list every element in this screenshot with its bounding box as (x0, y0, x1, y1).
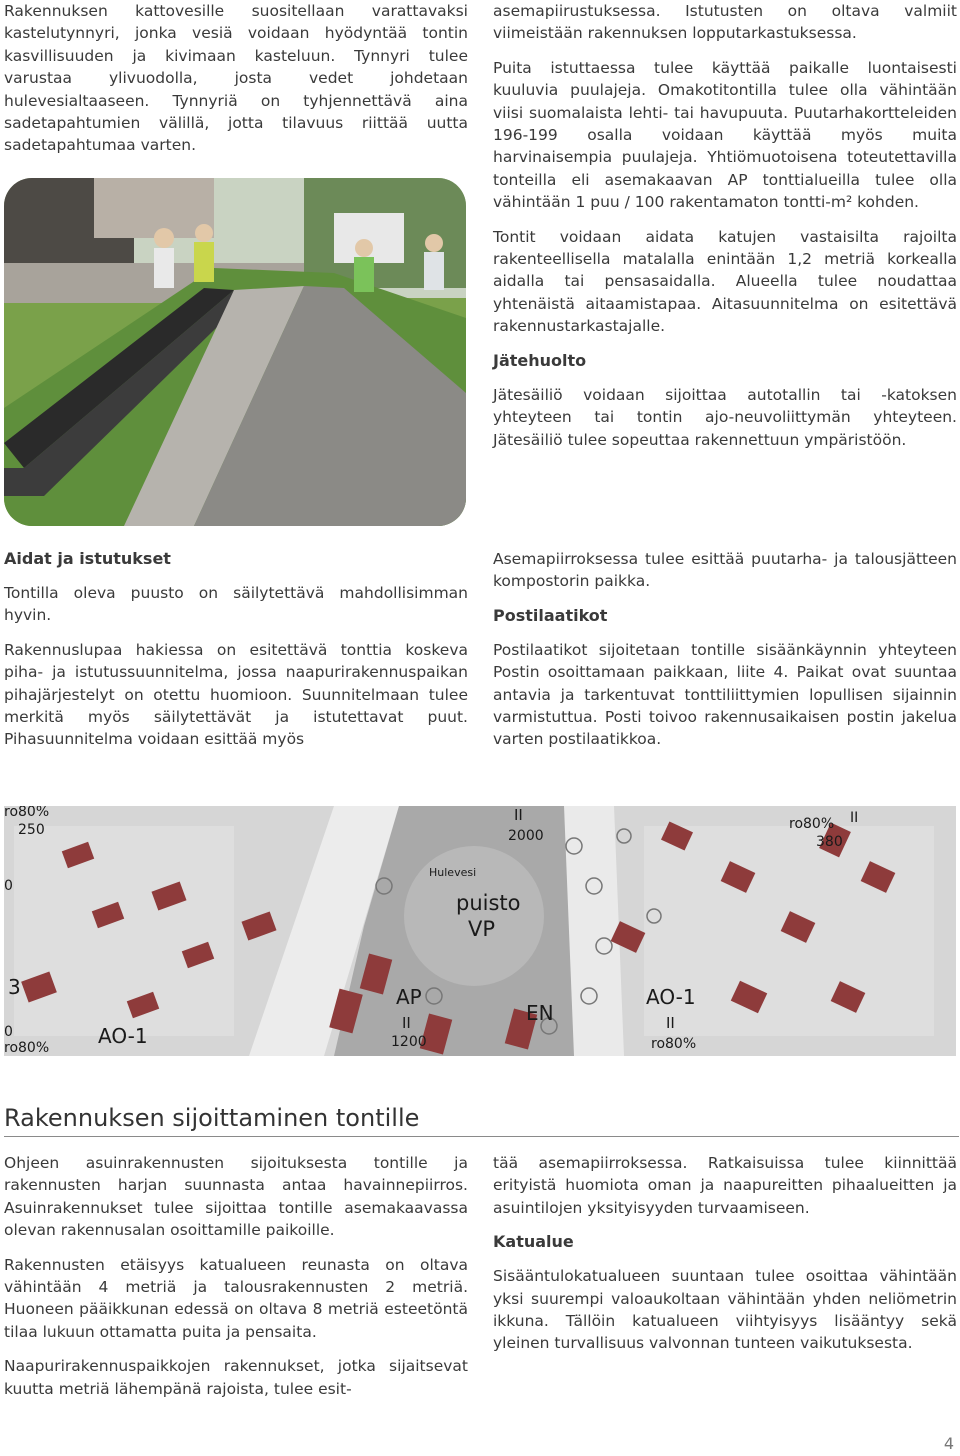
paragraph-yard-plan: Rakennuslupaa hakiessa on esitettävä tonttia koskeva piha- ja istutussuunnitelma, jossa naapurirakennuspaikan pihajärjestelyt on otettu huomioon. Suunnitelmaan tulee merkitä myös säilytettävät ja istutettavat puut. Pihasuunnitelma voidaan esittää myös (4, 640, 468, 749)
bottom-right-column (493, 1152, 957, 1367)
map-label-ro80-d: ro80% (651, 1036, 697, 1052)
heading-postilaatikot: Postilaatikot (493, 605, 608, 625)
photo-illustration (4, 178, 466, 526)
section-title: Rakennuksen sijoittaminen tontille (4, 1103, 959, 1137)
heading-katualue: Katualue (493, 1232, 574, 1252)
paragraph-street-window: Sisääntulokatualueen suuntaan tulee osoittaa vähintään yksi suurempi valoaukoltaan vähintään yhden neliömetrin ikkuna. Tällöin katualueen viihtyisyys lisääntyy sekä yleinen turvallisuus valvonnan tunteen vaikutuksesta. (493, 1267, 957, 1353)
paragraph-privacy: tää asemapiirroksessa. Ratkaisuissa tulee kiinnittää erityistä huomiota oman ja naapureitten pihaalueitten ja asuintilojen yksityisyyden turvaamiseen. (493, 1154, 957, 1217)
paragraph-rain-barrel: Rakennuksen kattovesille suositellaan varattavaksi kastelutynnyri, jonka vesiä voidaan hyödyntää tontin kasvillisuuden ja kivimaan kasteluun. Tynnyri tulee varustaa ylivuodolla, josta vedet johdetaan hulevesialtaaseen. Tynnyriä on tyhjennettävä aina sadetapahtumien välillä, jotta tilavuus riittää uutta sadetapahtumaa varten. (4, 2, 468, 155)
paragraph-mailboxes: Postilaatikot sijoitetaan tontille sisäänkäynnin yhteyteen Postin osoittamaan paikkaan, liite 4. Paikat ovat suuntaa antavia ja tarkentuvat tonttiliittymien lopullisen sijainnin varmistuttua. Posti toivoo rakennusaikaisen postin jakelua varten postilaatikkoa. (493, 640, 957, 749)
map-label-3: 3 (8, 975, 21, 999)
paragraph-tree-species: Puita istuttaessa tulee käyttää paikalle luontaisesti kuuluvia puulajeja. Omakotitontilla tulee olla vähintään viisi suomalaista lehti- tai havupuuta. Puutarhakortteleiden 196-199 osalla voidaan käyttää myös muita harvinaisempia puulajeja. Yhtiömuotoisena toteutettavilla tonteilla eli asemakaavan AP tonttialueilla tulee olla vähintään 1 puu / 100 rakentamaton tontti-m² kohden. (493, 58, 957, 212)
paragraph-distances: Rakennusten etäisyys katualueen reunasta on oltava vähintään 4 metriä ja talousrakennusten 2 metriä. Huoneen pääikkunan edessä on oltava 8 metriä esteetöntä tilaa lukuun ottamatta puita ja pensaita. (4, 1255, 468, 1341)
paragraph-placement-guide: Ohjeen asuinrakennusten sijoituksesta tontille ja rakennusten harjan suunnasta antaa havainnepiirros. Asuinrakennukset tulee sijoittaa tontille asemakaavassa olevan rakennusalan osoittamille paikoille. (4, 1154, 468, 1240)
bottom-left-column (4, 1152, 468, 1412)
paragraph-planting-deadline: asemapiirustuksessa. Istutusten on oltava valmiit viimeistään rakennuksen lopputarkastuksessa. (493, 2, 957, 43)
map-label-250: 250 (18, 822, 45, 838)
map-label-puisto: puisto (456, 891, 521, 915)
map-label-380: 380 (816, 834, 843, 850)
map-label-vp: VP (468, 917, 496, 941)
map-label-1200: 1200 (391, 1034, 427, 1050)
map-label-0-b: 0 (4, 1024, 13, 1040)
map-label-ii-c: II (666, 1014, 675, 1032)
map-label-ro80-c: ro80% (4, 1040, 50, 1056)
map-label-en: EN (526, 1001, 554, 1025)
page-number: 4 (943, 1434, 954, 1453)
street-scene-photo (4, 178, 466, 526)
map-label-ii-ap: II (402, 1014, 411, 1032)
map-label-ii-top: II (514, 806, 523, 824)
site-plan-map (4, 806, 956, 1056)
map-label-hulevesi: Hulevesi (429, 866, 477, 879)
map-label-ro80-b: ro80% (789, 816, 835, 832)
heading-jatehuolto: Jätehuolto (493, 350, 587, 370)
map-label-2000: 2000 (508, 828, 544, 844)
paragraph-preserve-trees: Tontilla oleva puusto on säilytettävä mahdollisimman hyvin. (4, 584, 468, 625)
paragraph-neighbour-buildings: Naapurirakennuspaikkojen rakennukset, jotka sijaitsevat kuutta metriä lähempänä rajoista, tulee esit- (4, 1357, 468, 1398)
top-right-column (493, 0, 957, 463)
paragraph-fencing: Tontit voidaan aidata katujen vastaisilta rajoilta rakenteellisella matalalla enintään 1,2 metriä korkealla aidalla tai pensasaidalla. Alueella tulee noudattaa yhtenäistä aitaamistapaa. Aitasuunnitelma on esitettävä rakennustarkastajalle. (493, 227, 957, 336)
map-label-ao1-b: AO-1 (646, 985, 696, 1009)
map-label-ro80-a: ro80% (4, 806, 50, 820)
map-label-ii-b: II (850, 810, 859, 826)
heading-aidat-istutukset: Aidat ja istutukset (4, 549, 171, 568)
map-label-0-a: 0 (4, 878, 13, 894)
mid-right-column (493, 548, 957, 763)
site-plan-drawing (4, 806, 956, 1056)
map-label-ao1-a: AO-1 (98, 1024, 148, 1048)
map-label-ap: AP (396, 985, 422, 1009)
paragraph-compost: Asemapiirroksessa tulee esittää puutarha- ja talousjätteen kompostorin paikka. (493, 550, 957, 591)
mid-left-column (4, 548, 468, 763)
paragraph-waste-container: Jätesäiliö voidaan sijoittaa autotallin tai -katoksen yhteyteen tai tontin ajo-neuvoliittymän yhteyteen. Jätesäiliö tulee sopeuttaa rakennettuun ympäristöön. (493, 385, 957, 449)
top-left-column (4, 0, 468, 169)
